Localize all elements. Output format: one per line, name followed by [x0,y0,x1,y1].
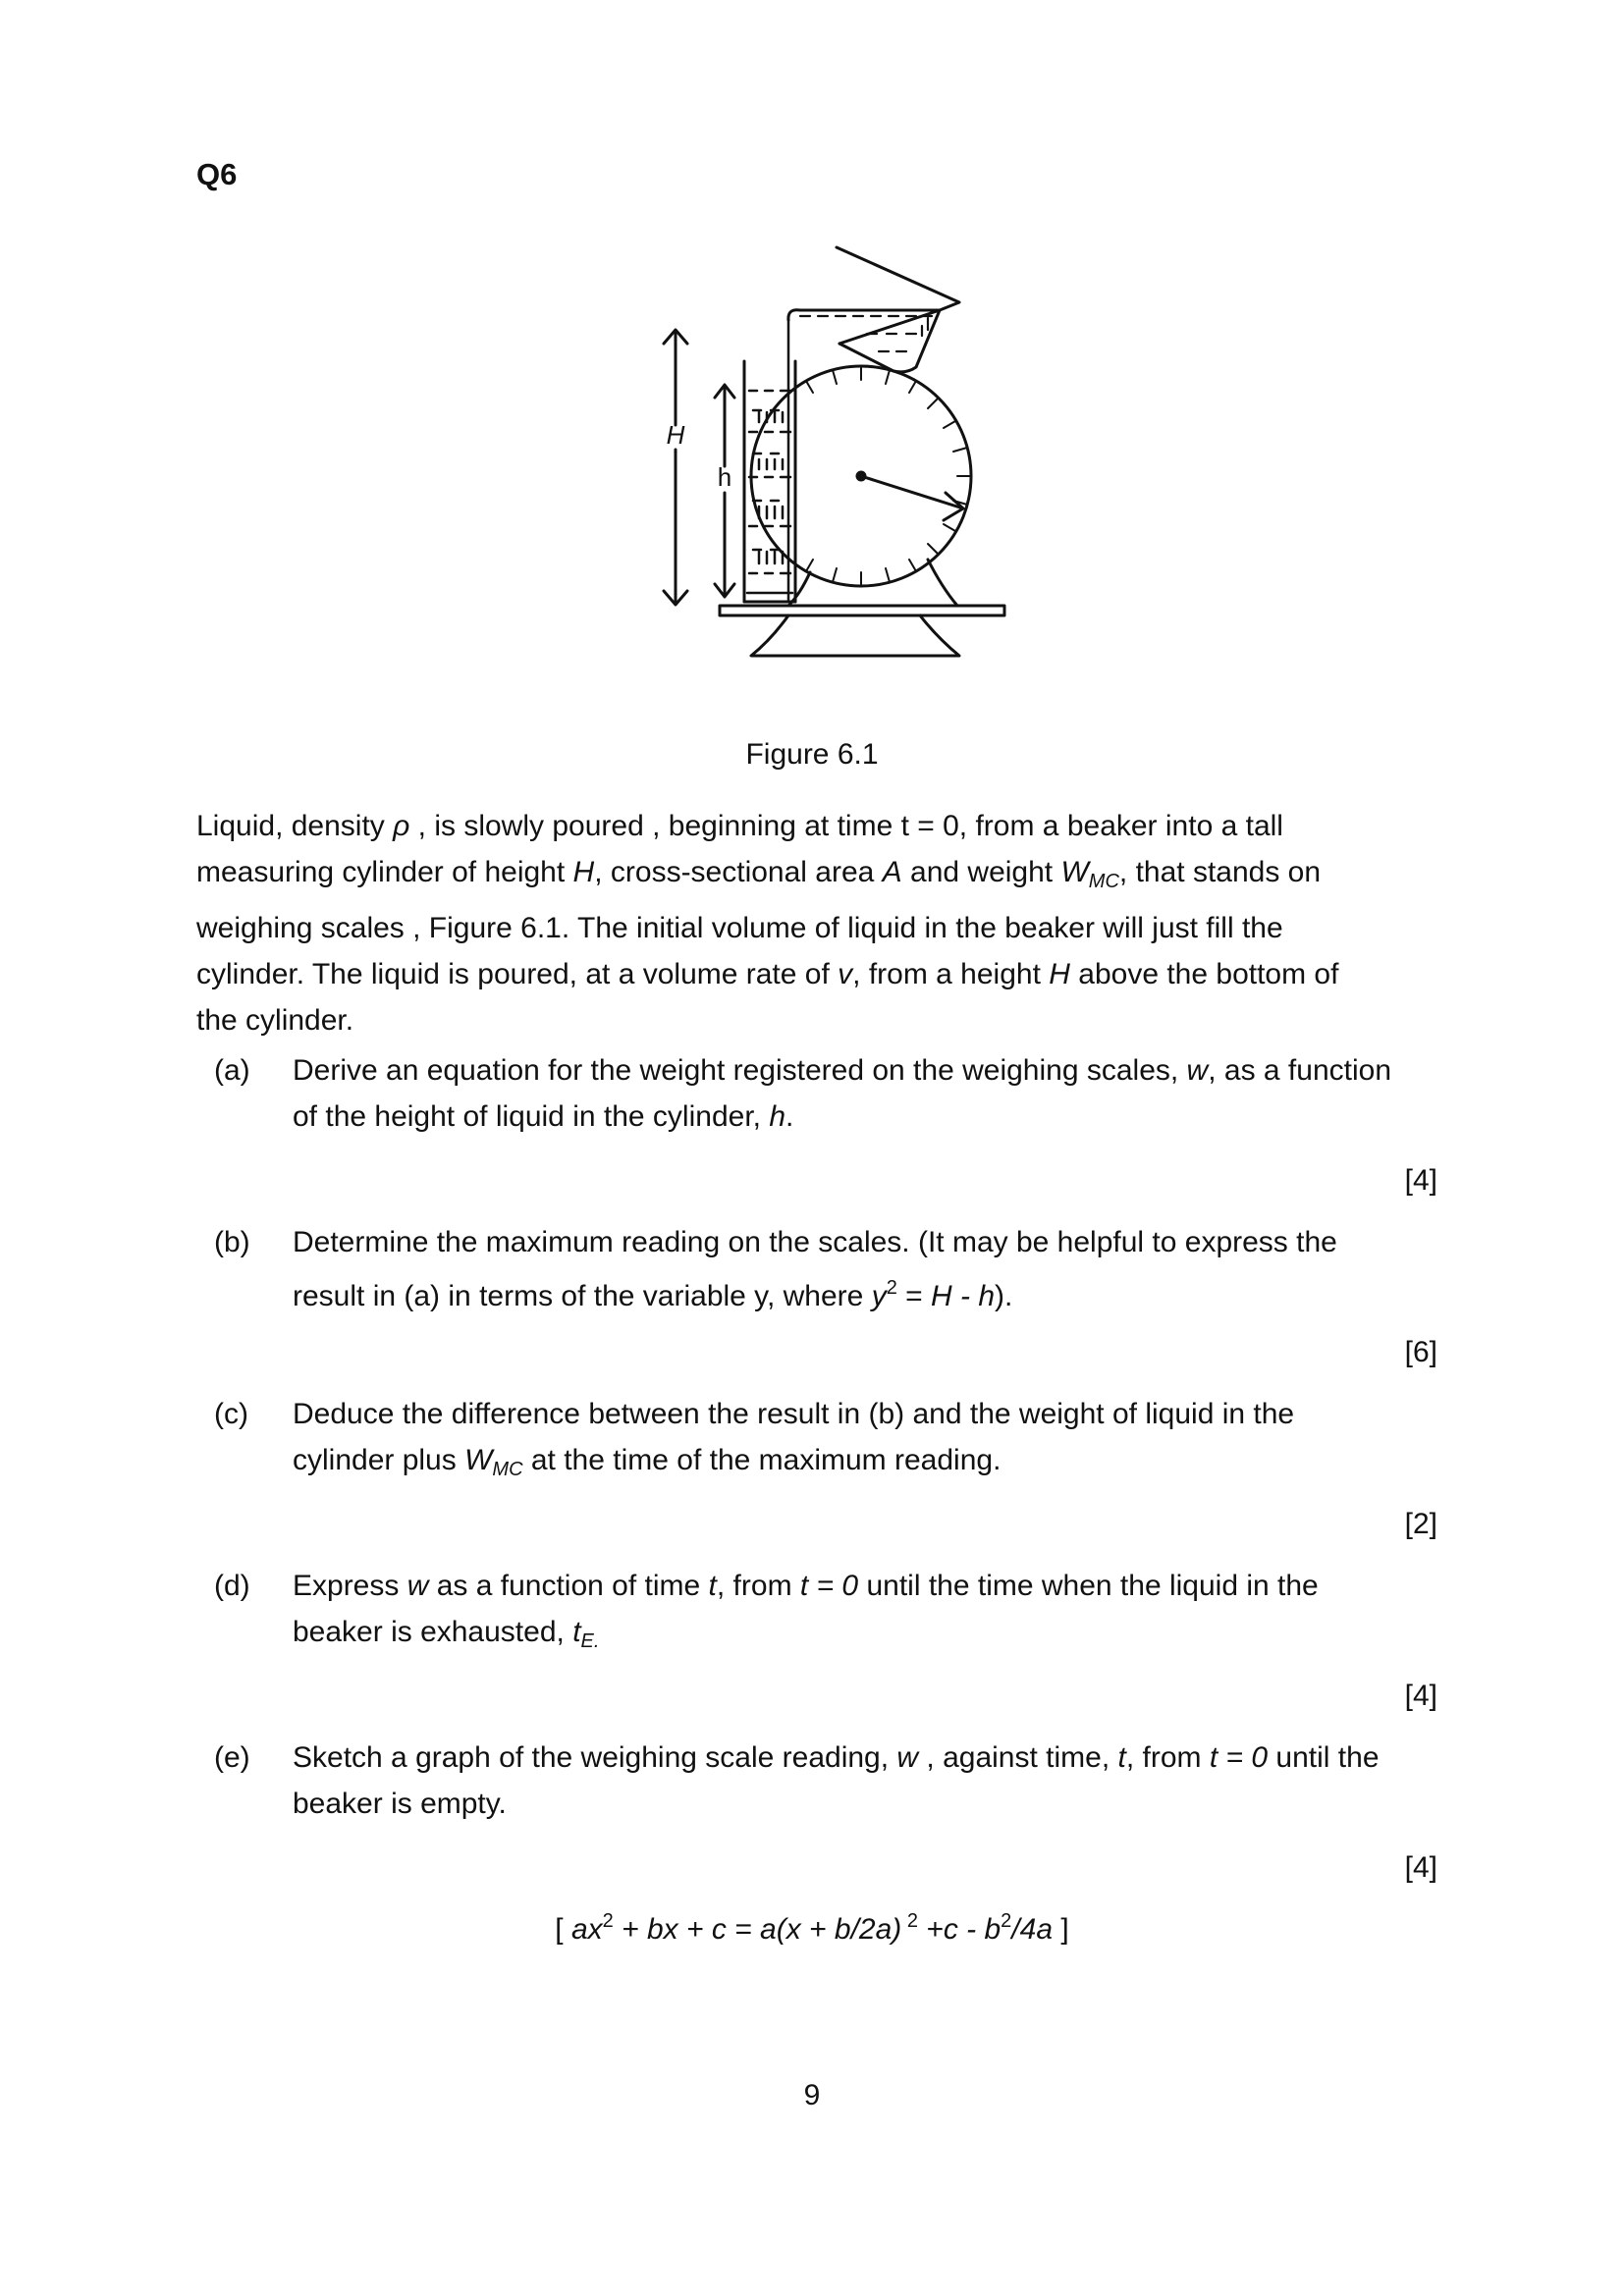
beaker [643,236,959,372]
part-d-marks: [4] [1404,1680,1437,1712]
dial-ticks [806,366,971,586]
scale-stand [788,560,957,606]
scale-base [751,615,959,656]
page-number: 9 [803,2079,821,2111]
completing-square-hint: [ $ax^2$ + bx + c = a(x + b/2a) $^2 +c - b^2/4a$ ] [555,1910,1069,1946]
height-H-arrow [664,330,687,605]
cylinder-scales-diagram [643,236,1031,677]
part-d-text: Express w as a function of time t, from t = 0 until the time when the liquid in the beaker is exhausted, $t_{E.}$ [293,1570,1319,1652]
part-a-marks: [4] [1404,1164,1437,1197]
cylinder-liquid [747,391,792,593]
part-b-label: (b) [214,1226,250,1258]
part-b-text: Determine the maximum reading on the scales. (It may be helpful to express the result in (a) in terms of the variable y, where $y^2 = H - h$). [293,1226,1337,1312]
part-c-label: (c) [214,1398,248,1430]
part-b-marks: [6] [1404,1336,1437,1368]
figure-caption: Figure 6.1 [745,738,879,771]
part-c-marks: [2] [1404,1508,1437,1540]
label-h: h [717,462,732,492]
beaker-liquid [800,316,932,351]
part-d-label: (d) [214,1570,250,1602]
figure-6-1 [643,236,1031,677]
scale-platform [720,606,1004,615]
part-e-marks: [4] [1404,1851,1437,1884]
question-number: Q6 [196,157,238,191]
label-H: H [666,420,685,450]
part-c-text: Deduce the difference between the result in (b) and the weight of liquid in the cylinder plus $W_{MC}$ at the time of the maximum reading. [293,1398,1295,1480]
part-a-text: Derive an equation for the weight registered on the weighing scales, w, as a function of the height of liquid in the cylinder, h. [293,1054,1392,1133]
part-e-label: (e) [214,1741,250,1774]
part-e-text: Sketch a graph of the weighing scale reading, w , against time, t, from t = 0 until the beaker is empty. [293,1741,1380,1820]
intro-paragraph: Liquid, density ρ , is slowly poured , beginning at time t = 0, from a beaker into a tall measuring cylinder of height H, cross-sectional area A and weight $W_{MC}$, that stands on weighing scales , Figure 6.1. The initial volume of liquid in the beaker will just fill the cylinder. The liquid is poured, at a volume rate of v, from a height H above the bottom of the cylinder. [196,810,1339,1037]
part-a-label: (a) [214,1054,250,1087]
